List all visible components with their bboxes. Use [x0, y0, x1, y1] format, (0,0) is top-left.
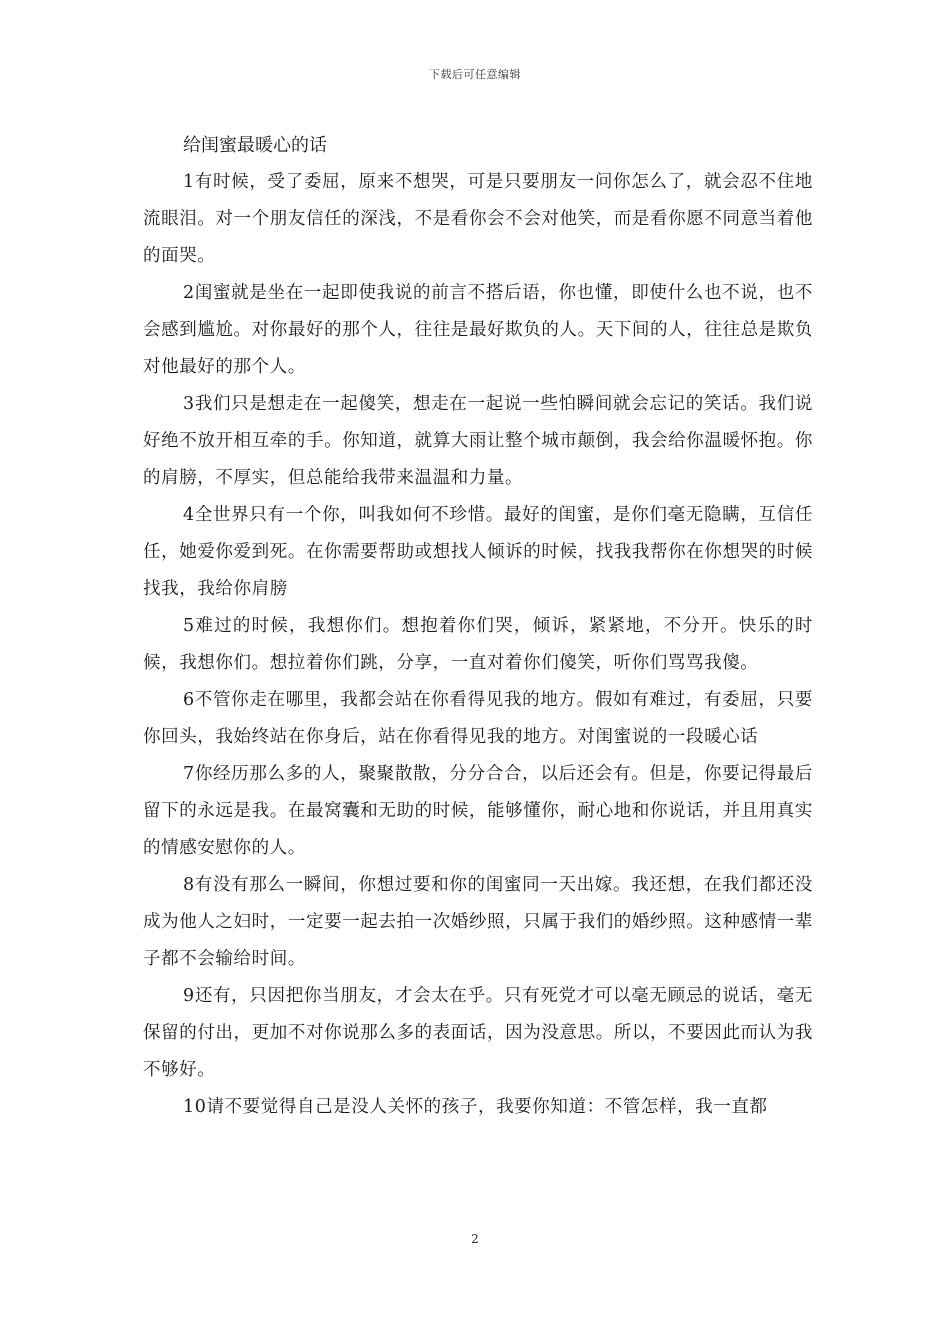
paragraph-7: 7你经历那么多的人，聚聚散散，分分合合，以后还会有。但是，你要记得最后留下的永远是我。在最窝囊和无助的时候，能够懂你，耐心地和你说话，并且用真实的情感安慰你的人。 [143, 764, 813, 858]
page-header: 下载后可任意编辑 [429, 68, 521, 81]
paragraph-4: 4全世界只有一个你，叫我如何不珍惜。最好的闺蜜，是你们毫无隐瞒，互信任任，她爱你爱到死。在你需要帮助或想找人倾诉的时候，找我我帮你在你想哭的时候找我，我给你肩膀 [143, 505, 813, 599]
document-title: 给闺蜜最暖心的话 [183, 135, 327, 156]
paragraph-9: 9还有，只因把你当朋友，才会太在乎。只有死党才可以毫无顾忌的说话，毫无保留的付出，更加不对你说那么多的表面话，因为没意思。所以，不要因此而认为我不够好。 [143, 986, 813, 1080]
paragraph-5: 5难过的时候，我想你们。想抱着你们哭，倾诉，紧紧地，不分开。快乐的时候，我想你们。想拉着你们跳，分享，一直对着你们傻笑，听你们骂骂我傻。 [143, 616, 813, 673]
paragraph-8: 8有没有那么一瞬间，你想过要和你的闺蜜同一天出嫁。我还想，在我们都还没成为他人之妇时，一定要一起去拍一次婚纱照，只属于我们的婚纱照。这种感情一辈子都不会输给时间。 [143, 875, 813, 969]
paragraph-10: 10请不要觉得自己是没人关怀的孩子，我要你知道：不管怎样，我一直都 [183, 1097, 768, 1117]
paragraph-1: 1有时候，受了委屈，原来不想哭，可是只要朋友一问你怎么了，就会忍不住地流眼泪。对一个朋友信任的深浅，不是看你会不会对他笑，而是看你愿不同意当着他的面哭。 [143, 172, 813, 266]
page-number: 2 [471, 1232, 479, 1246]
paragraph-3: 3我们只是想走在一起傻笑，想走在一起说一些怕瞬间就会忘记的笑话。我们说好绝不放开相互牵的手。你知道，就算大雨让整个城市颠倒，我会给你温暖怀抱。你的肩膀，不厚实，但总能给我带来温温和力量。 [143, 394, 813, 488]
paragraph-2: 2闺蜜就是坐在一起即使我说的前言不搭后语，你也懂，即使什么也不说，也不会感到尴尬。对你最好的那个人，往往是最好欺负的人。天下间的人，往往总是欺负对他最好的那个人。 [143, 283, 813, 377]
paragraph-6: 6不管你走在哪里，我都会站在你看得见我的地方。假如有难过，有委屈，只要你回头，我始终站在你身后，站在你看得见我的地方。对闺蜜说的一段暖心话 [143, 690, 813, 747]
document-body [143, 128, 813, 1126]
